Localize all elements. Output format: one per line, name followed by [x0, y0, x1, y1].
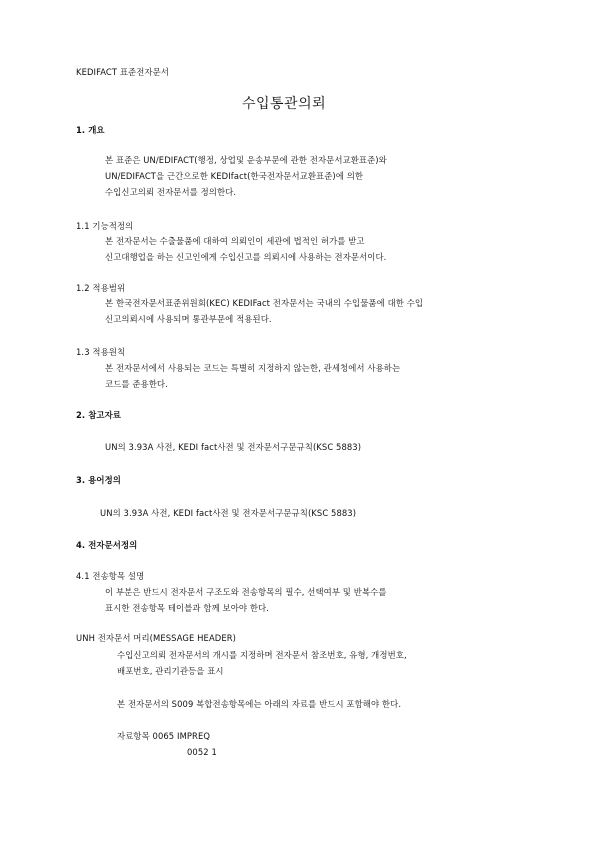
section-4-heading: 4. 전자문서정의	[76, 540, 138, 550]
unh-data-item: 자료항목 0065 IMPREQ	[117, 731, 211, 741]
section-1-2-line: 신고의뢰시에 사용되며 통관부문에 적용된다.	[105, 314, 272, 324]
section-1-line: UN/EDIFACT을 근간으로한 KEDIfact(한국전자문서교환표준)에 의한	[105, 171, 364, 181]
section-2-line: UN의 3.93A 사전, KEDI fact사전 및 전자문서구문규칙(KSC 5883)	[105, 442, 362, 452]
section-1-line: 본 표준은 UN/EDIFACT(행정, 상업및 운송부문에 관한 전자문서교환표준)와	[105, 155, 387, 165]
section-4-1-line: 이 부분은 반드시 전자문서 구조도와 전송항목의 필수, 선택여부 및 반복수를	[105, 587, 387, 597]
section-1-3-heading: 1.3 적용원칙	[76, 347, 126, 357]
section-1-1-line: 본 전자문서는 수출물품에 대하여 의뢰인이 세관에 법적인 허가를 받고	[105, 236, 365, 246]
section-3-heading: 3. 용어정의	[76, 475, 121, 485]
unh-line: 배포번호, 관리기관등을 표시	[117, 666, 224, 676]
section-4-1-line: 표시한 전송항목 테이블과 함께 보아야 한다.	[105, 603, 269, 613]
section-3-line: UN의 3.93A 사전, KEDI fact사전 및 전자문서구문규칙(KSC 5883)	[100, 508, 357, 518]
section-1-heading: 1. 개요	[76, 125, 105, 135]
unh-note: 본 전자문서의 S009 복합전송항목에는 아래의 자료를 반드시 포함해야 한다.	[117, 699, 402, 709]
section-1-2-line: 본 한국전자문서표준위원회(KEC) KEDIFact 전자문서는 국내의 수입물품에 대한 수입	[105, 298, 424, 308]
page-title: 수입통관의뢰	[242, 96, 327, 112]
section-4-1-heading: 4.1 전송항목 설명	[76, 571, 145, 581]
unh-line: 수입신고의뢰 전자문서의 개시를 지정하며 전자문서 참조번호, 유형, 개정번호,	[117, 650, 407, 660]
unh-heading: UNH 전자문서 머리(MESSAGE HEADER)	[76, 633, 237, 643]
section-1-line: 수입신고의뢰 전자문서를 정의한다.	[105, 187, 237, 197]
document-header: KEDIFACT 표준전자문서	[76, 67, 169, 77]
section-2-heading: 2. 참고자료	[76, 410, 121, 420]
section-1-1-heading: 1.1 기능적정의	[76, 221, 134, 231]
section-1-3-line: 코드를 준용한다.	[105, 379, 168, 389]
unh-data-item-value: 0052 1	[187, 747, 217, 757]
section-1-2-heading: 1.2 적용범위	[76, 283, 126, 293]
section-1-1-line: 신고대행업을 하는 신고인에게 수입신고를 의뢰시에 사용하는 전자문서이다.	[105, 252, 387, 262]
section-1-3-line: 본 전자문서에서 사용되는 코드는 특별히 지정하지 않는한, 관세청에서 사용하는	[105, 363, 401, 373]
